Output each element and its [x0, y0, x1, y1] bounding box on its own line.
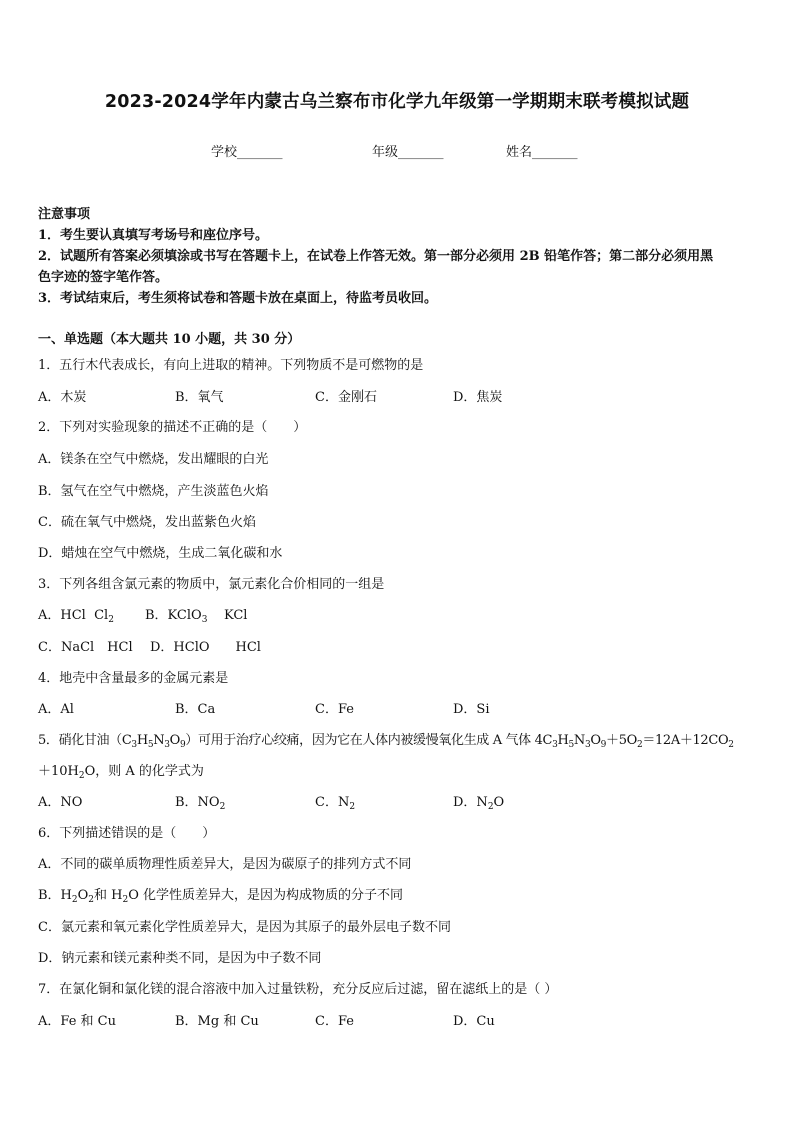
question-1-stem: 1．五行木代表成长，有向上进取的精神。下列物质不是可燃物的是	[38, 358, 424, 373]
q5-text: N	[153, 733, 165, 748]
question-2-option-a: A．镁条在空气中燃烧，发出耀眼的白光	[38, 452, 269, 467]
q6-text: O 化学性质差异大，是因为构成物质的分子不同	[128, 888, 404, 903]
q5-option-text: C．N	[315, 795, 350, 810]
question-5-stem-line2	[38, 760, 204, 779]
q6-text: B．H	[38, 888, 72, 903]
question-7-option-a: A．Fe 和 Cu	[38, 1014, 116, 1029]
q6-text: O	[77, 888, 89, 903]
q5-sub: 3	[164, 740, 170, 750]
q5-text: ＝12A＋12CO	[642, 733, 729, 748]
q6-sub: 2	[122, 895, 129, 905]
question-7-option-c: C．Fe	[315, 1014, 354, 1029]
grade-field: 年级_______	[372, 145, 444, 160]
question-2-stem: 2．下列对实验现象的描述不正确的是（ ）	[38, 420, 307, 435]
q5-text: O	[590, 733, 601, 748]
question-3-option-a-formula: Cl	[94, 608, 109, 623]
question-3-option-a-sub: 2	[108, 615, 114, 625]
q5-sub: 9	[179, 740, 186, 750]
q5-sub: 3	[584, 740, 591, 750]
q5-sub: 2	[78, 771, 85, 781]
question-5-option-a: A．NO	[38, 795, 83, 810]
question-3-option-b	[145, 604, 247, 623]
q5-text: N	[573, 733, 585, 748]
q6-text: 和 H	[94, 888, 123, 903]
notice-item-3: 3．考试结束后，考生须将试卷和答题卡放在桌面上，待监考员收回。	[38, 291, 438, 306]
q5-text: H	[557, 733, 569, 748]
exam-title: 2023-2024学年内蒙古乌兰察布市化学九年级第一学期期末联考模拟试题	[104, 92, 690, 112]
q5-text: O	[169, 733, 180, 748]
q6-sub: 2	[71, 895, 78, 905]
question-5-option-b	[175, 791, 225, 810]
q6-sub: 2	[88, 895, 95, 905]
question-4-option-d: D．Si	[453, 702, 490, 717]
question-3-option-b-sub: 3	[201, 615, 208, 625]
q5-sub: 5	[147, 740, 154, 750]
question-5-option-d	[453, 791, 504, 810]
q5-sub: 9	[600, 740, 607, 750]
notice-item-1: 1．考生要认真填写考场号和座位序号。	[38, 228, 269, 243]
q5-sub: 3	[552, 740, 558, 750]
question-7-stem: 7．在氯化铜和氯化镁的混合溶液中加入过量铁粉，充分反应后过滤，留在滤纸上的是（ ）	[38, 982, 558, 997]
question-6-option-a: A．不同的碳单质物理性质差异大，是因为碳原子的排列方式不同	[38, 857, 412, 872]
question-1-option-a: A．木炭	[38, 390, 87, 405]
q5-option-sub: 2	[219, 802, 226, 812]
question-6-option-d: D．钠元素和镁元素种类不同，是因为中子数不同	[38, 951, 322, 966]
q5-sub: 3	[131, 740, 137, 750]
name-field: 姓名_______	[506, 145, 578, 160]
notice-item-2-cont: 色字迹的签字笔作答。	[38, 270, 169, 285]
question-7-option-b: B．Mg 和 Cu	[175, 1014, 259, 1029]
q5-sub: 5	[568, 740, 574, 750]
question-6-option-b	[38, 884, 403, 903]
question-3-option-a-label: A．HCl	[38, 608, 86, 623]
q5-option-sub: 2	[487, 802, 494, 812]
question-3-option-b-formula: KCl	[223, 608, 248, 623]
notice-item-2: 2．试题所有答案必须填涂或书写在答题卡上，在试卷上作答无效。第一部分必须用 2B 铅笔作答；第二部分必须用黑	[38, 249, 714, 264]
question-1-option-b: B．氧气	[175, 390, 224, 405]
question-5-stem-line1	[38, 729, 734, 748]
q5-text: ＋5O	[606, 733, 637, 748]
q5-option-text: D．N	[453, 795, 488, 810]
q5-text: O，则 A 的化学式为	[84, 764, 204, 779]
notice-heading: 注意事项	[38, 207, 91, 222]
question-3-stem: 3．下列各组含氯元素的物质中，氯元素化合价相同的一组是	[38, 577, 385, 592]
question-1-option-d: D．焦炭	[453, 390, 503, 405]
q5-option-text: B．NO	[175, 795, 220, 810]
question-6-stem: 6．下列描述错误的是（ ）	[38, 826, 216, 841]
q5-option-sub: 2	[349, 802, 356, 812]
section-heading: 一、单选题（本大题共 10 小题，共 30 分）	[38, 332, 301, 347]
q5-sub: 2	[636, 740, 643, 750]
question-3-option-c: C．NaCl HCl	[38, 640, 133, 655]
question-7-option-d: D．Cu	[453, 1014, 495, 1029]
q5-sub: 2	[728, 740, 734, 750]
question-4-option-b: B．Ca	[175, 702, 216, 717]
question-2-option-d: D．蜡烛在空气中燃烧，生成二氧化碳和水	[38, 546, 283, 561]
q5-text: ＋10H	[38, 764, 79, 779]
question-1-option-c: C．金刚石	[315, 390, 377, 405]
question-3-option-a	[38, 604, 114, 623]
question-2-option-c: C．硫在氧气中燃烧，发出蓝紫色火焰	[38, 515, 256, 530]
question-4-option-a: A．Al	[38, 702, 74, 717]
question-5-option-c	[315, 791, 355, 810]
question-6-option-c: C．氯元素和氧元素化学性质差异大，是因为其原子的最外层电子数不同	[38, 920, 451, 935]
school-field: 学校_______	[211, 145, 283, 160]
q5-text: ）可用于治疗心绞痛，因为它在人体内被缓慢氧化生成 A 气体 4C	[185, 733, 553, 748]
question-4-option-c: C．Fe	[315, 702, 354, 717]
question-4-stem: 4．地壳中含量最多的金属元素是	[38, 671, 229, 686]
q5-text: 5．硝化甘油（C	[38, 733, 132, 748]
question-3-option-d: D．HClO HCl	[150, 640, 261, 655]
q5-text: H	[136, 733, 148, 748]
q5-option-text: O	[493, 795, 505, 810]
question-3-option-b-label: B．KClO	[145, 608, 202, 623]
question-2-option-b: B．氢气在空气中燃烧，产生淡蓝色火焰	[38, 484, 269, 499]
